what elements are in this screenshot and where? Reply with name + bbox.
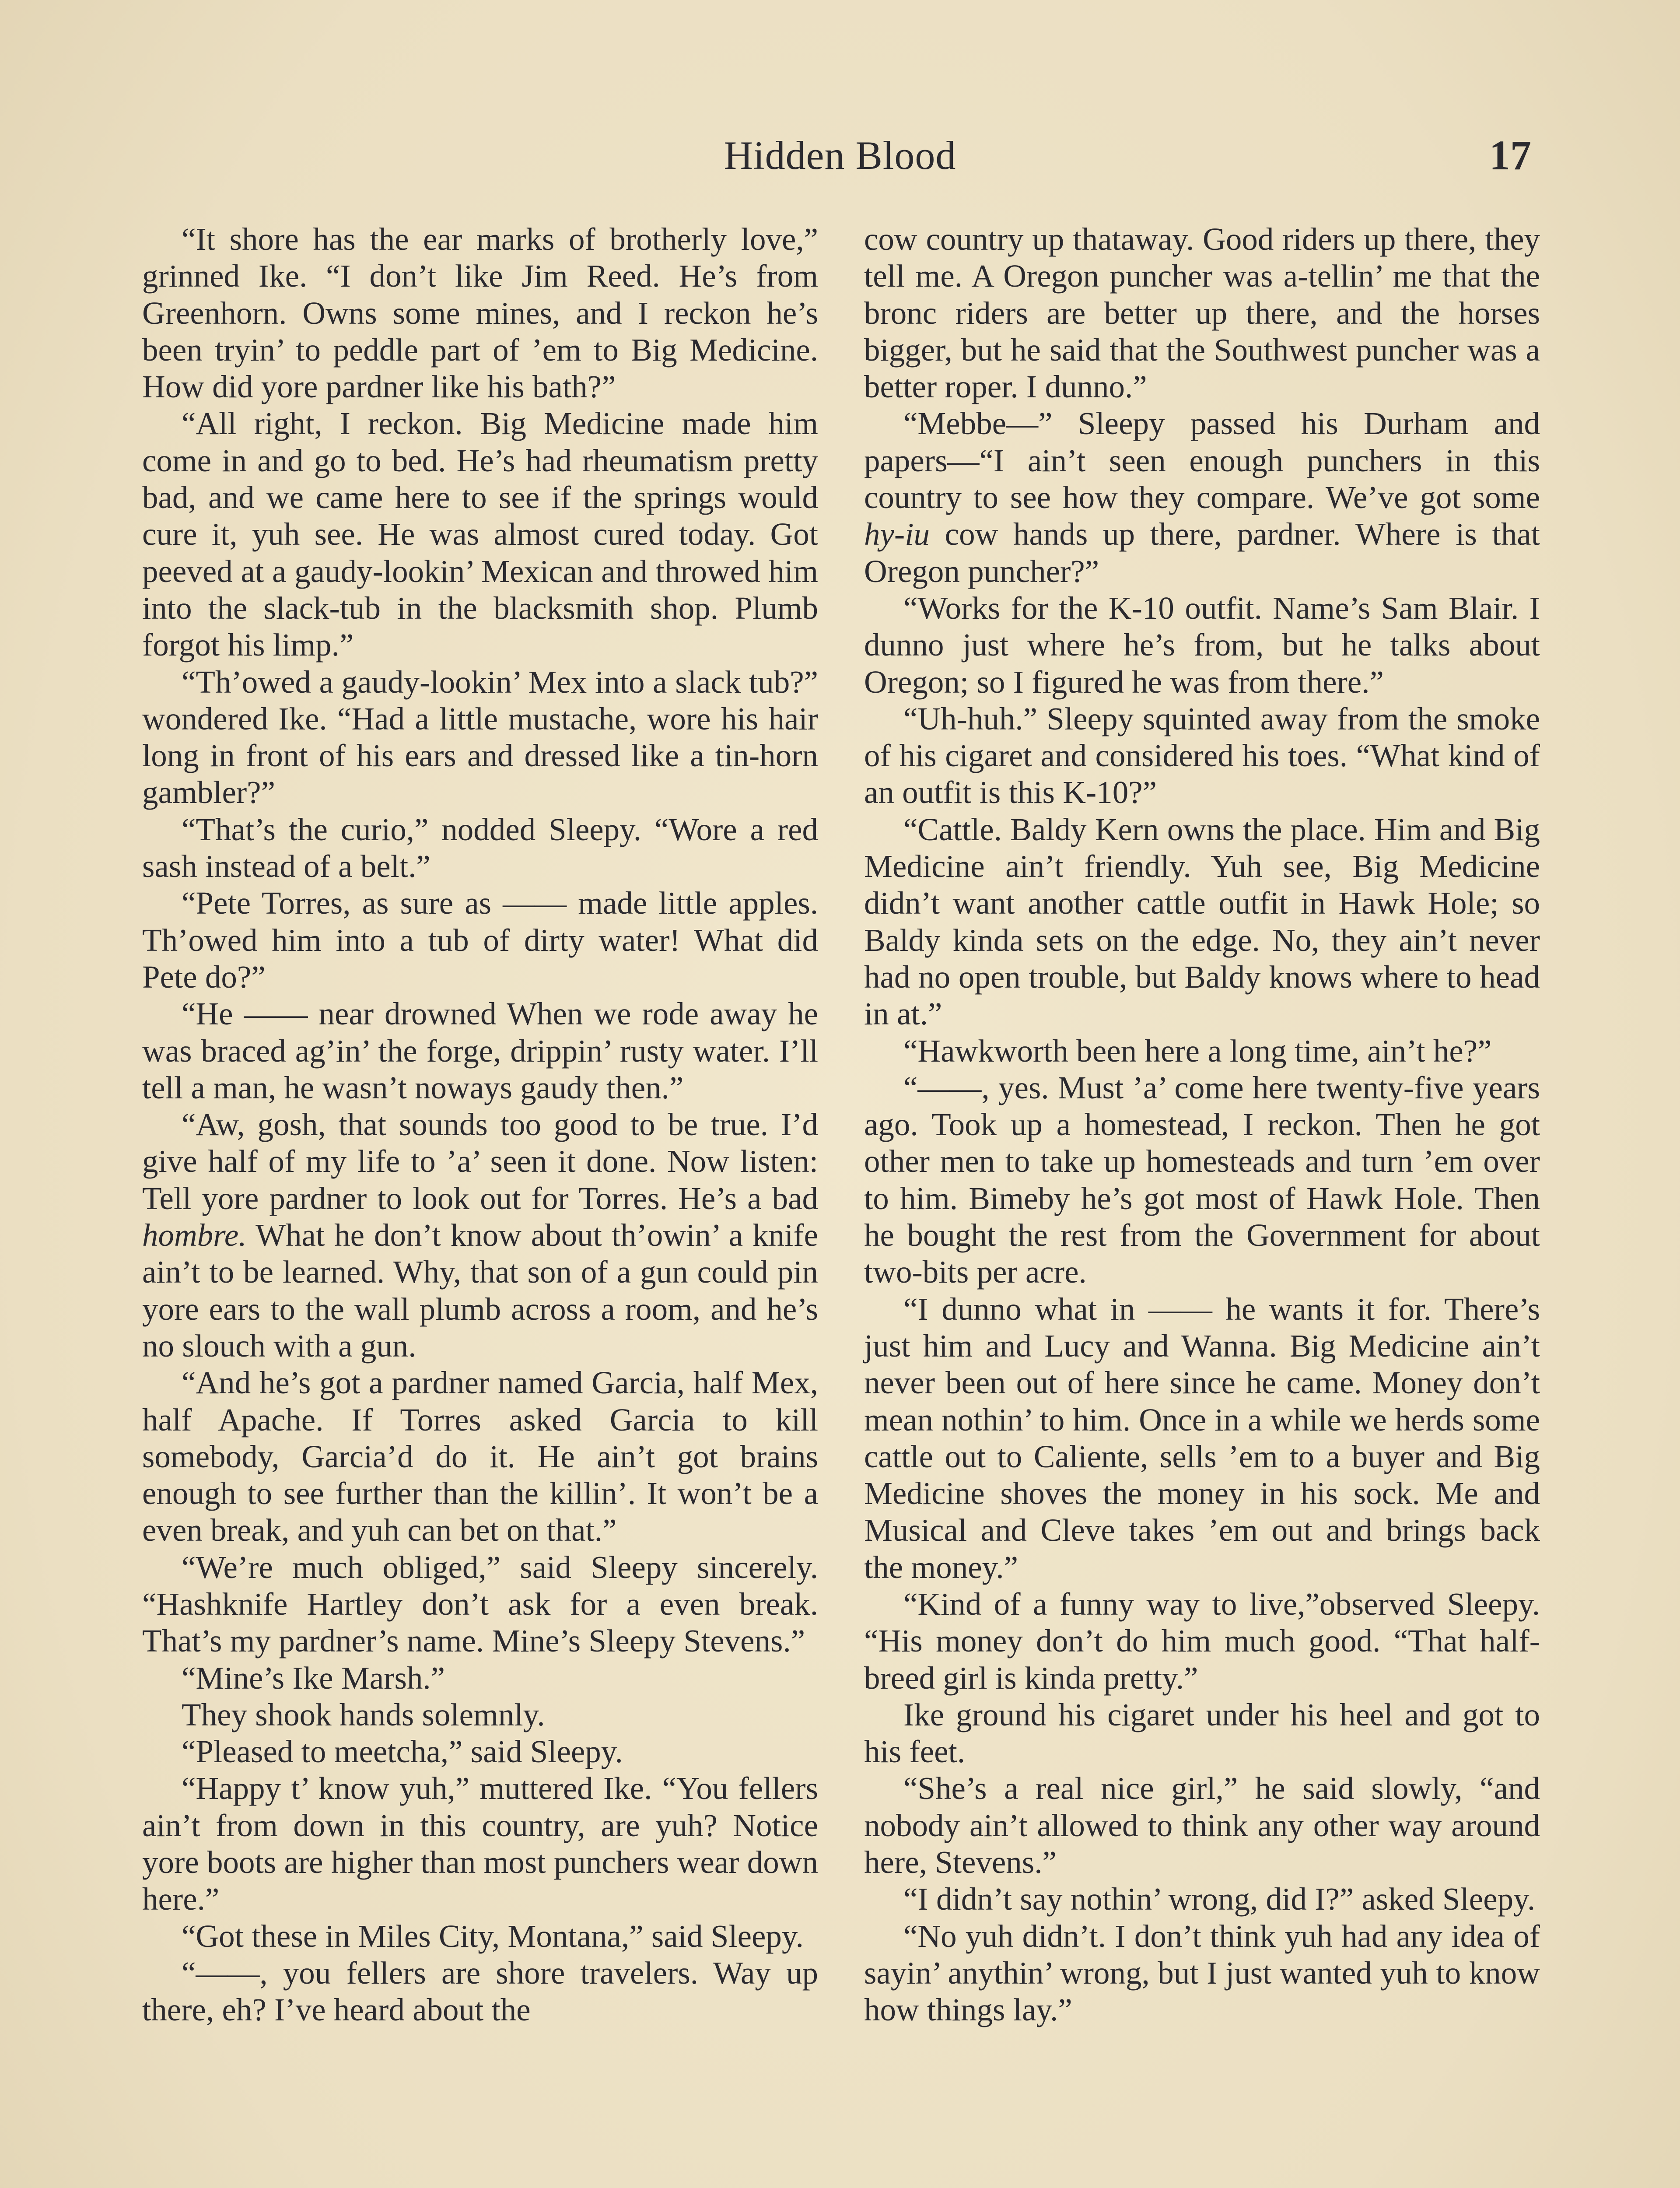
paragraph: “Aw, gosh, that sounds too good to be true. I’d give half of my life to ’a’ seen it done. Now listen: Tell yore pardner to look out for Torres. He’s a bad hombre. What he don’t know about th’owin’ a knife ain’t to be learned. Why, that son of a gun could pin yore ears to the wall plumb across a room, and he’s no slouch with a gun. xyxy=(142,1107,818,1364)
paragraph: “——, you fellers are shore travelers. Way up there, eh? I’ve heard about the xyxy=(142,1955,818,2028)
paragraph: “No yuh didn’t. I don’t think yuh had any idea of sayin’ anythin’ wrong, but I just wanted yuh to know how things lay.” xyxy=(864,1918,1540,2028)
paragraph: “Hawkworth been here a long time, ain’t he?” xyxy=(903,1033,1492,1069)
paragraph: cow country up thataway. Good riders up there, they tell me. A Oregon puncher was a-tellin’ me that the bronc riders are better up there, and the horses bigger, but he said that the Southwest puncher was a better roper. I dunno.” xyxy=(864,221,1540,405)
paragraph: “And he’s got a pardner named Garcia, half Mex, half Apache. If Torres asked Garcia to kill somebody, Garcia’d do it. He ain’t got brains enough to see further than the killin’. It won’t be a even break, and yuh can bet on that.” xyxy=(142,1365,818,1548)
paragraph: “Mebbe—” Sleepy passed his Durham and papers—“I ain’t seen enough punchers in this country to see how they compare. We’ve got some hy-iu cow hands up there, pardner. Where is that Oregon puncher?” xyxy=(864,406,1540,589)
paragraph: “Pete Torres, as sure as —— made little apples. Th’owed him into a tub of dirty water! What did Pete do?” xyxy=(142,885,818,995)
right-column xyxy=(864,221,1540,2029)
running-title: Hidden Blood xyxy=(724,133,956,178)
paragraph: “Uh-huh.” Sleepy squinted away from the smoke of his cigaret and considered his toes. “What kind of an outfit is this K-10?” xyxy=(864,701,1540,810)
paragraph: “We’re much obliged,” said Sleepy sincerely. “Hashknife Hartley don’t ask for a even break. That’s my pardner’s name. Mine’s Sleepy Stevens.” xyxy=(142,1549,818,1659)
paragraph: They shook hands solemnly. xyxy=(182,1697,545,1732)
paragraph: “That’s the curio,” nodded Sleepy. “Wore a red sash instead of a belt.” xyxy=(142,811,818,884)
paragraph: “Cattle. Baldy Kern owns the place. Him and Big Medicine ain’t friendly. Yuh see, Big Medicine didn’t want another cattle outfit in Hawk Hole; so Baldy kinda sets on the edge. No, they ain’t never had no open trouble, but Baldy knows where to head in at.” xyxy=(864,811,1540,1032)
paragraph: “Got these in Miles City, Montana,” said Sleepy. xyxy=(182,1918,804,1954)
paragraph: “——, yes. Must ’a’ come here twenty-five years ago. Took up a homestead, I reckon. Then he got other men to take up homesteads and turn ’em over to him. Bimeby he’s got most of Hawk Hole. Then he bought the rest from the Government for about two-bits per acre. xyxy=(864,1069,1540,1290)
paragraph: “He —— near drowned When we rode away he was braced ag’in’ the forge, drippin’ rusty water. I’ll tell a man, he wasn’t noways gaudy then.” xyxy=(142,996,818,1105)
paragraph: “I dunno what in —— he wants it for. There’s just him and Lucy and Wanna. Big Medicine ain’t never been out of here since he came. Money don’t mean nothin’ to him. Once in a while we herds some cattle out to Caliente, sells ’em to a buyer and Big Medicine shoves the money in his sock. Me and Musical and Cleve takes ’em out and brings back the money.” xyxy=(864,1291,1540,1585)
paragraph: “Happy t’ know yuh,” muttered Ike. “You fellers ain’t from down in this country, are yuh? Notice yore boots are higher than most punchers wear down here.” xyxy=(142,1771,818,1917)
paragraph: “Th’owed a gaudy-lookin’ Mex into a slack tub?” wondered Ike. “Had a little mustache, wore his hair long in front of his ears and dressed like a tin-horn gambler?” xyxy=(142,664,818,810)
paragraph: “Mine’s Ike Marsh.” xyxy=(182,1660,445,1696)
paragraph: “She’s a real nice girl,” he said slowly, “and nobody ain’t allowed to think any other way around here, Stevens.” xyxy=(864,1771,1540,1880)
page-number: 17 xyxy=(1489,132,1531,179)
running-head xyxy=(0,127,1680,188)
paragraph: “I didn’t say nothin’ wrong, did I?” asked Sleepy. xyxy=(903,1881,1536,1917)
paragraph: Ike ground his cigaret under his heel and got to his feet. xyxy=(864,1697,1540,1770)
paragraph: “It shore has the ear marks of brotherly love,” grinned Ike. “I don’t like Jim Reed. He’s from Greenhorn. Owns some mines, and I reckon he’s been tryin’ to peddle part of ’em to Big Medicine. How did yore pardner like his bath?” xyxy=(142,221,818,405)
paragraph: “Pleased to meetcha,” said Sleepy. xyxy=(182,1734,623,1770)
paragraph: “Kind of a funny way to live,”observed Sleepy. “His money don’t do him much good. “That half-breed girl is kinda pretty.” xyxy=(864,1586,1540,1696)
paragraph: “All right, I reckon. Big Medicine made him come in and go to bed. He’s had rheumatism pretty bad, and we came here to see if the springs would cure it, yuh see. He was almost cured today. Got peeved at a gaudy-lookin’ Mexican and throwed him into the slack-tub in the blacksmith shop. Plumb forgot his limp.” xyxy=(142,406,818,663)
left-column xyxy=(142,221,818,2029)
paragraph: “Works for the K-10 outfit. Name’s Sam Blair. I dunno just where he’s from, but he talks about Oregon; so I figured he was from there.” xyxy=(864,590,1540,700)
